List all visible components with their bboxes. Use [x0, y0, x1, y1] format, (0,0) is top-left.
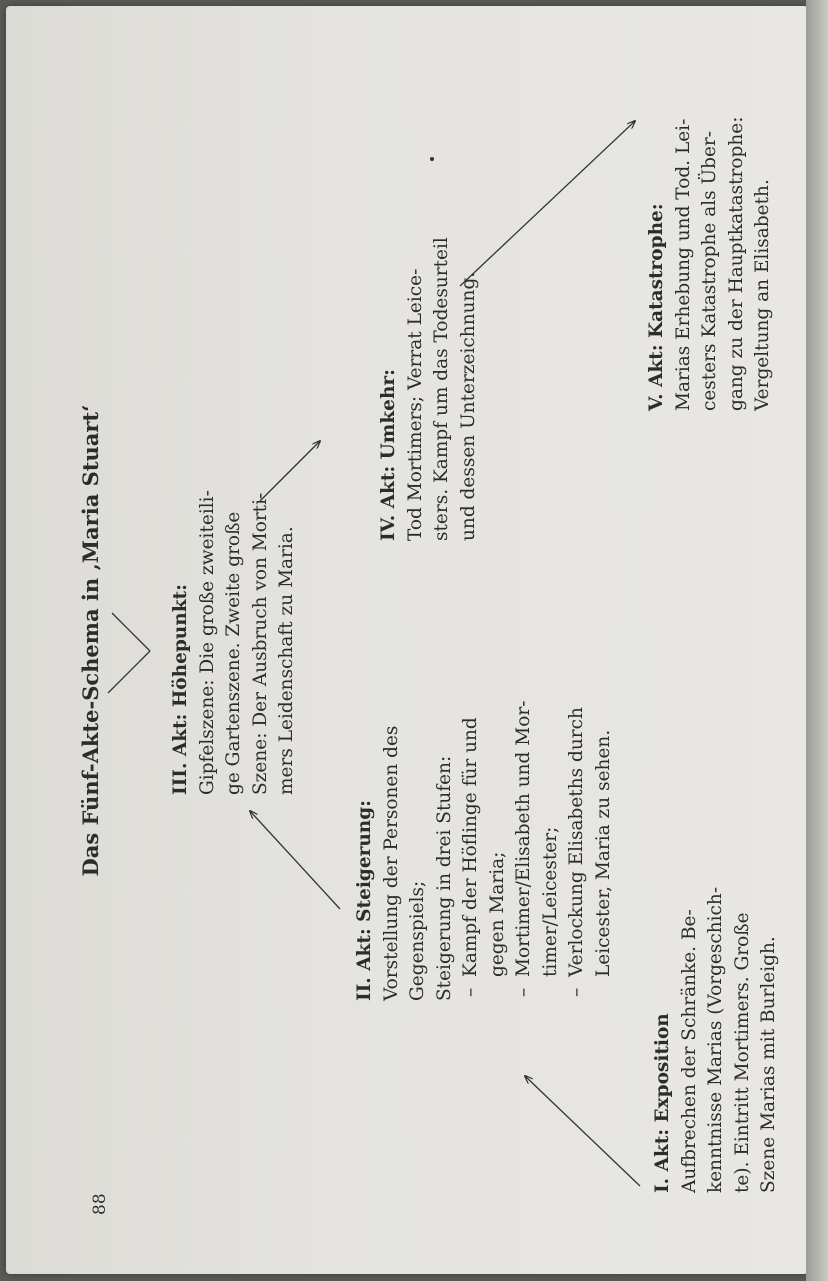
- act3-heading: III. Akt: Höhepunkt:: [170, 584, 191, 795]
- act4-line: sters. Kampf um das Todesurteil: [431, 237, 452, 541]
- act2-line: Steigerung in drei Stufen:: [433, 755, 455, 1001]
- stray-dot: [430, 157, 434, 161]
- act2-bullet: [458, 701, 485, 1001]
- bullet-continuation: timer/Leicester;: [539, 826, 561, 977]
- act3-line: Szene: Der Ausbruch von Morti-: [249, 492, 271, 795]
- bullet-continuation: gegen Maria;: [486, 851, 508, 977]
- bullet-text: Kampf der Höflinge für und: [460, 717, 481, 977]
- act5-line: Vergeltung an Elisabeth.: [752, 179, 773, 411]
- act1-line: Szene Marias mit Burleigh.: [758, 936, 779, 1193]
- act3-line: mers Leidenschaft zu Maria.: [276, 526, 297, 795]
- act4-block: [376, 237, 482, 541]
- act2-bullet: [511, 701, 538, 1001]
- chevron-upper-stroke: [108, 651, 150, 693]
- act4-line: Tod Mortimers; Verrat Leice-: [404, 268, 426, 541]
- arrow-act4-to-act5: [460, 121, 635, 286]
- act2-heading: II. Akt: Steigerung:: [354, 800, 375, 1001]
- act4-heading: IV. Akt: Umkehr:: [378, 369, 399, 541]
- act3-block: [168, 490, 301, 795]
- chevron-lower-stroke: [112, 613, 150, 651]
- act4-line: und dessen Unterzeichnung.: [457, 271, 479, 541]
- act2-line: Vorstellung der Personen des: [380, 725, 402, 1001]
- bullet-text: Verlockung Elisabeths durch: [566, 707, 587, 977]
- act5-line: Marias Erhebung und Tod. Lei-: [672, 118, 694, 411]
- page-number: 88: [90, 1193, 110, 1215]
- act5-heading: V. Akt: Katastrophe:: [646, 203, 667, 411]
- act3-line: ge Gartenszene. Zweite große: [223, 511, 244, 795]
- act1-line: Aufbrechen der Schränke. Be-: [678, 909, 700, 1193]
- page-title: Das Fünf-Akte-Schema in ‚Maria Stuart‘: [78, 404, 103, 877]
- act1-block: [650, 887, 783, 1193]
- bullet-dash: –: [460, 987, 481, 997]
- act5-block: [644, 117, 777, 411]
- bullet-dash: –: [513, 987, 534, 997]
- act3-line: Gipfelszene: Die große zweiteili-: [196, 490, 218, 795]
- act2-bullet: [564, 701, 591, 1001]
- act2-line: Gegenspiels;: [407, 880, 428, 1001]
- act1-heading: I. Akt: Exposition: [652, 1013, 673, 1193]
- act1-line: te). Eintritt Mortimers. Große: [731, 912, 753, 1193]
- act5-line: cesters Katastrophe als Über-: [699, 130, 720, 411]
- bullet-dash: –: [566, 987, 587, 997]
- act5-line: gang zu der Hauptkatastrophe:: [725, 116, 747, 411]
- bullet-text: Mortimer/Elisabeth und Mor-: [513, 700, 534, 977]
- act2-block: [352, 701, 617, 1001]
- bullet-continuation: Leicester, Maria zu sehen.: [592, 729, 614, 977]
- arrow-act1-to-act2: [525, 1076, 640, 1186]
- act1-line: kenntnisse Marias (Vorgeschich-: [705, 886, 726, 1193]
- arrow-act2-to-act3: [250, 811, 340, 909]
